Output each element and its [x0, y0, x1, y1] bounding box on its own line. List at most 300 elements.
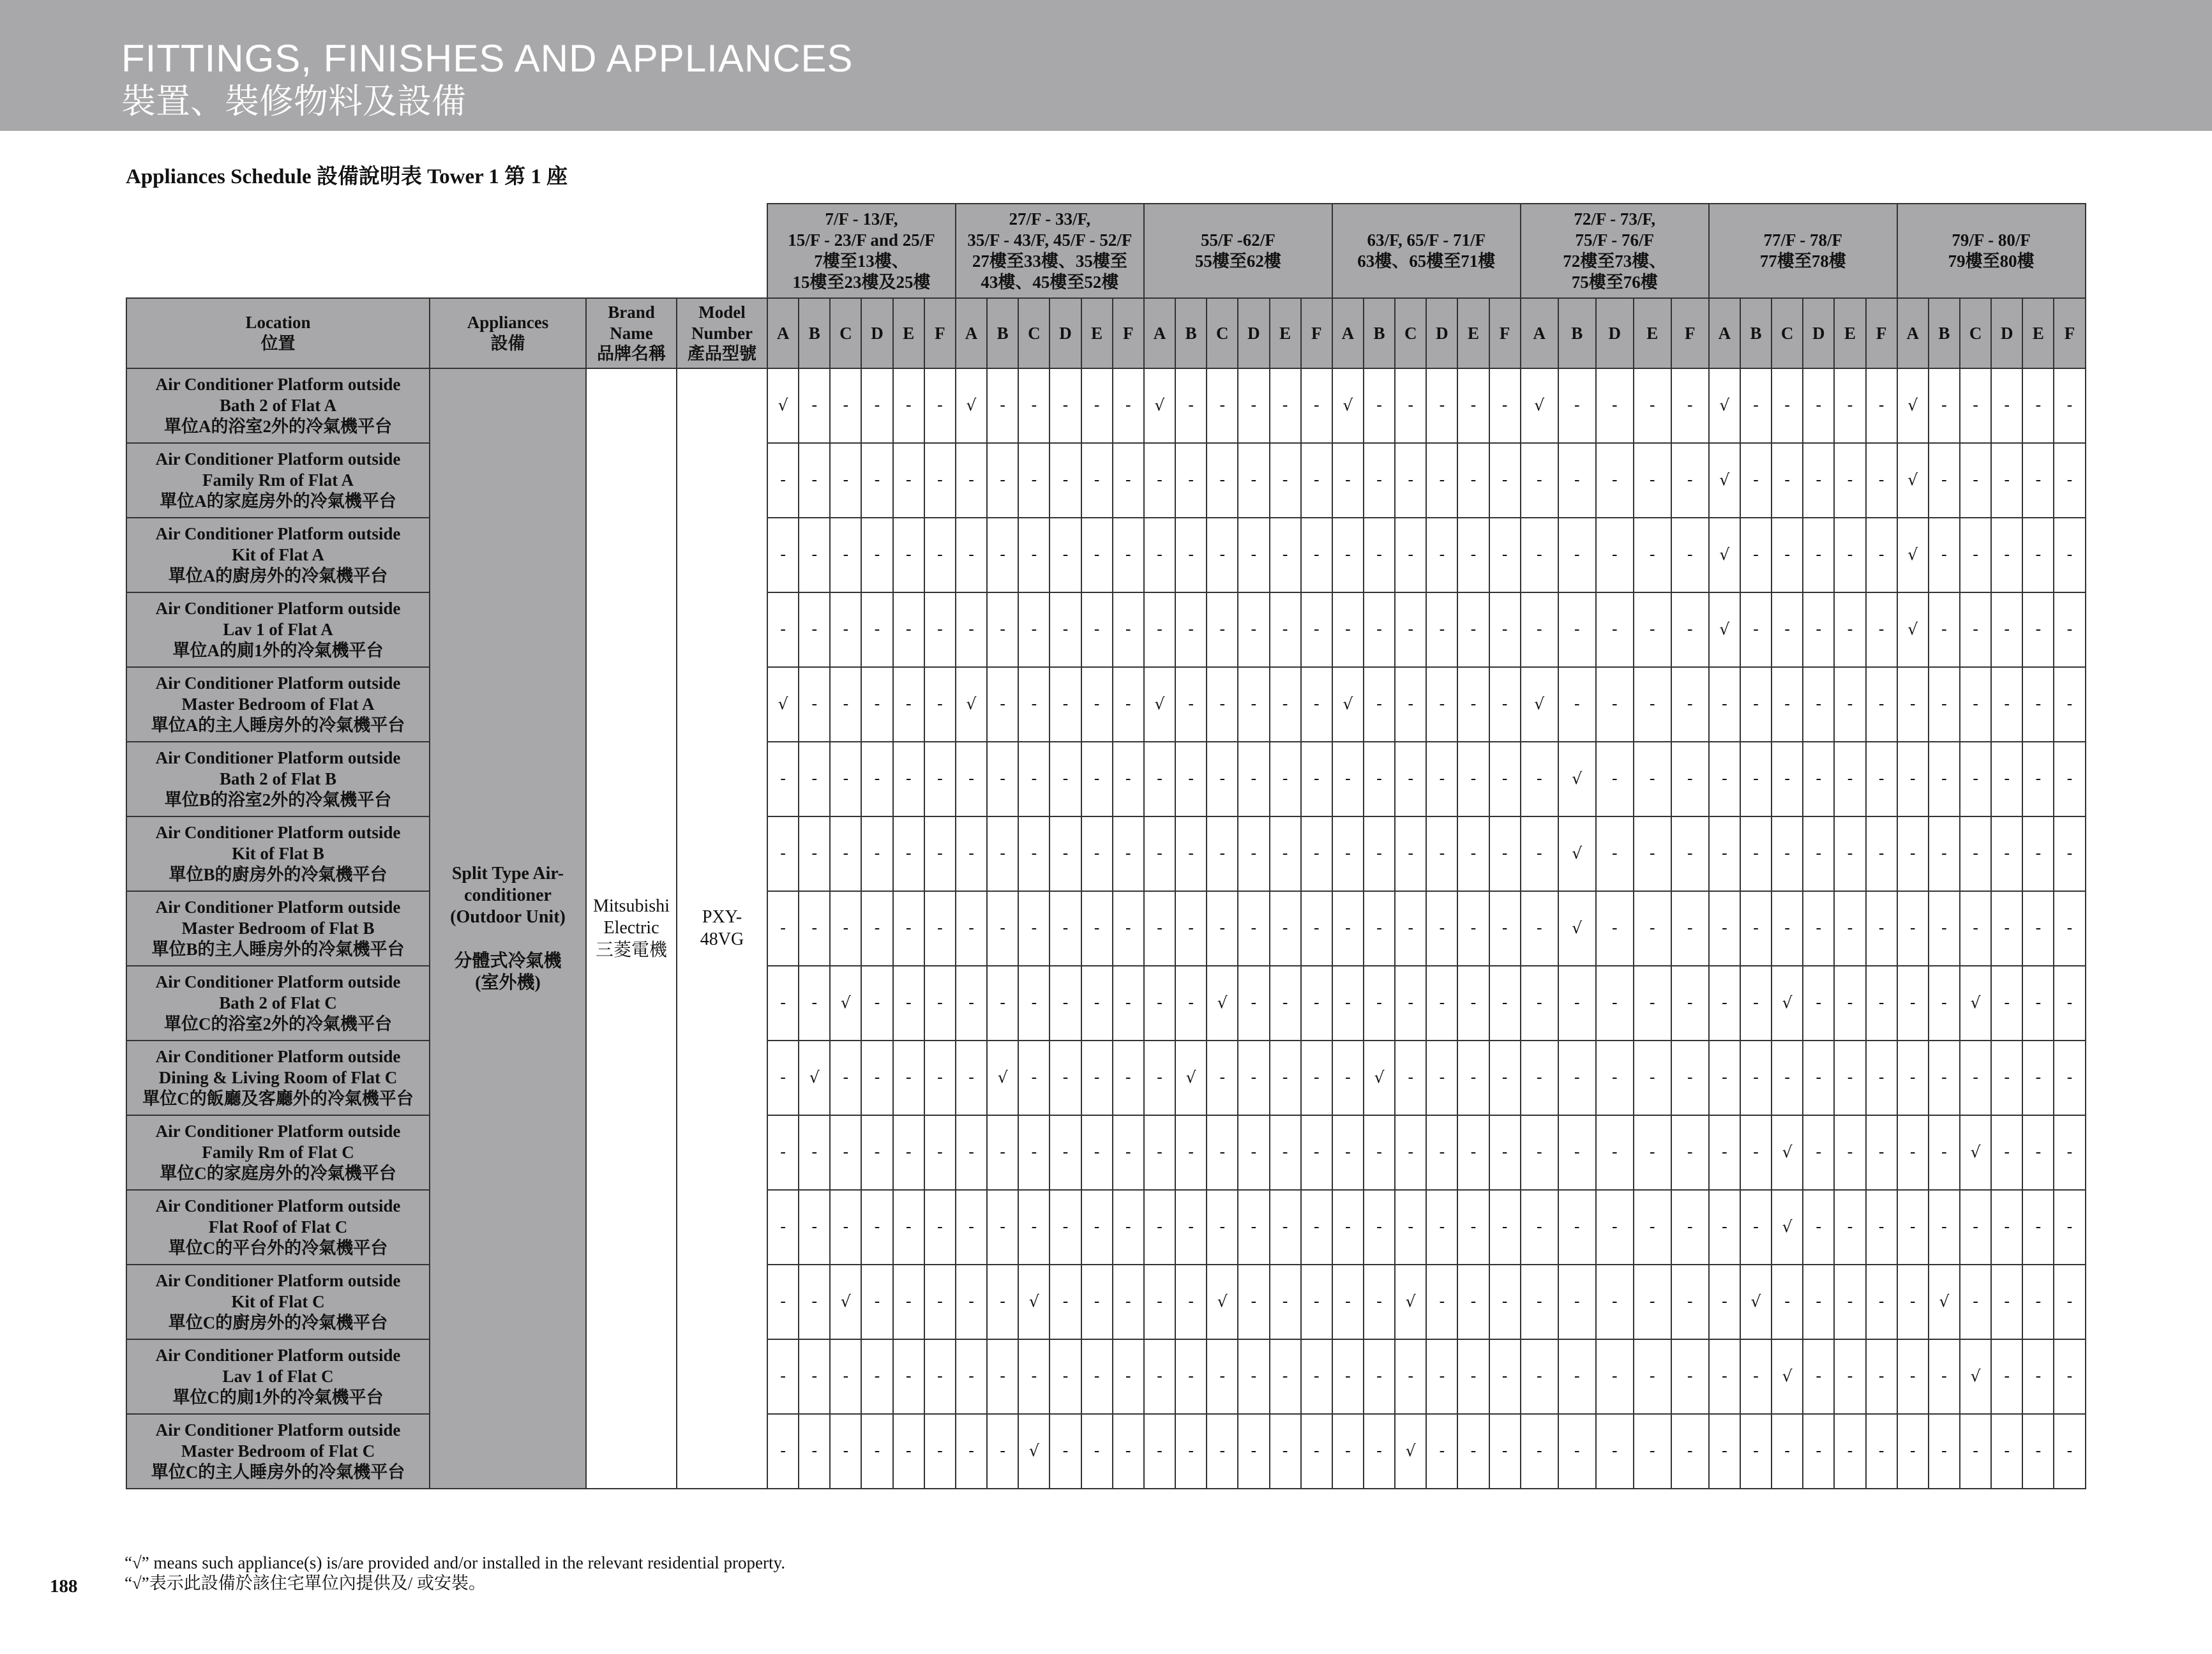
text-line: 7樓至13樓、 — [814, 252, 909, 271]
not-provided-mark: - — [956, 443, 987, 518]
text-line: 43樓、45樓至52樓 — [981, 272, 1119, 292]
text-line: 品牌名稱 — [597, 344, 666, 364]
not-provided-mark: - — [799, 742, 830, 816]
not-provided-mark: - — [1866, 368, 1897, 443]
not-provided-mark: - — [1897, 966, 1929, 1041]
not-provided-mark: - — [1364, 518, 1395, 592]
text-line: 設備 — [490, 334, 525, 353]
not-provided-mark: - — [1772, 816, 1803, 891]
not-provided-mark: - — [1270, 1041, 1301, 1115]
provided-mark: √ — [1521, 368, 1558, 443]
not-provided-mark: - — [767, 1265, 799, 1339]
flat-header: C — [1207, 298, 1238, 368]
not-provided-mark: - — [1558, 443, 1596, 518]
provided-mark: √ — [1207, 966, 1238, 1041]
location-cell — [126, 667, 430, 742]
provided-mark: √ — [1364, 1041, 1395, 1115]
not-provided-mark: - — [1521, 592, 1558, 667]
not-provided-mark: - — [1671, 1339, 1709, 1414]
not-provided-mark: - — [1332, 891, 1364, 966]
not-provided-mark: - — [1395, 667, 1426, 742]
not-provided-mark: - — [1113, 1190, 1144, 1265]
flat-header: D — [861, 298, 892, 368]
not-provided-mark: - — [924, 368, 956, 443]
not-provided-mark: - — [1144, 443, 1175, 518]
not-provided-mark: - — [1929, 816, 1960, 891]
not-provided-mark: - — [861, 966, 892, 1041]
not-provided-mark: - — [1866, 667, 1897, 742]
not-provided-mark: - — [1897, 816, 1929, 891]
not-provided-mark: - — [1803, 368, 1834, 443]
text-line: Master Bedroom of Flat C — [181, 1441, 375, 1461]
not-provided-mark: - — [1991, 592, 2022, 667]
not-provided-mark: - — [1866, 891, 1897, 966]
provided-mark: √ — [1772, 1339, 1803, 1414]
not-provided-mark: - — [893, 368, 924, 443]
not-provided-mark: - — [1081, 592, 1113, 667]
provided-mark: √ — [1897, 518, 1929, 592]
not-provided-mark: - — [1238, 1414, 1269, 1489]
not-provided-mark: - — [830, 1041, 861, 1115]
flat-header: D — [1596, 298, 1634, 368]
not-provided-mark: - — [1929, 368, 1960, 443]
text-line: Family Rm of Flat A — [202, 470, 354, 490]
not-provided-mark: - — [893, 966, 924, 1041]
not-provided-mark: - — [1395, 1190, 1426, 1265]
not-provided-mark: - — [1929, 443, 1960, 518]
not-provided-mark: - — [1960, 518, 1991, 592]
not-provided-mark: - — [1489, 1190, 1521, 1265]
text-line: Air Conditioner Platform outside — [155, 599, 401, 619]
not-provided-mark: - — [1018, 816, 1050, 891]
text-line: conditioner — [464, 885, 552, 906]
flat-header: B — [1929, 298, 1960, 368]
text-line: 單位C的家庭房外的冷氣機平台 — [160, 1163, 396, 1183]
not-provided-mark: - — [1960, 667, 1991, 742]
not-provided-mark: - — [2054, 891, 2085, 966]
not-provided-mark: - — [1426, 966, 1457, 1041]
not-provided-mark: - — [1558, 518, 1596, 592]
not-provided-mark: - — [1521, 518, 1558, 592]
not-provided-mark: - — [1740, 742, 1772, 816]
not-provided-mark: - — [1050, 368, 1081, 443]
not-provided-mark: - — [1772, 891, 1803, 966]
provided-mark: √ — [1772, 966, 1803, 1041]
not-provided-mark: - — [987, 518, 1018, 592]
not-provided-mark: - — [1489, 816, 1521, 891]
not-provided-mark: - — [1457, 891, 1489, 966]
not-provided-mark: - — [1050, 1041, 1081, 1115]
not-provided-mark: - — [987, 1265, 1018, 1339]
not-provided-mark: - — [1634, 368, 1671, 443]
provided-mark: √ — [767, 667, 799, 742]
not-provided-mark: - — [987, 1339, 1018, 1414]
location-cell — [126, 742, 430, 816]
not-provided-mark: - — [1671, 592, 1709, 667]
text-line: 單位B的主人睡房外的冷氣機平台 — [151, 939, 405, 959]
not-provided-mark: - — [1270, 1190, 1301, 1265]
not-provided-mark: - — [1301, 742, 1332, 816]
not-provided-mark: - — [924, 1339, 956, 1414]
not-provided-mark: - — [1081, 1190, 1113, 1265]
not-provided-mark: - — [1558, 1041, 1596, 1115]
not-provided-mark: - — [1521, 966, 1558, 1041]
not-provided-mark: - — [1050, 592, 1081, 667]
not-provided-mark: - — [1332, 1190, 1364, 1265]
not-provided-mark: - — [2054, 592, 2085, 667]
not-provided-mark: - — [1596, 368, 1634, 443]
not-provided-mark: - — [2054, 1115, 2085, 1190]
not-provided-mark: - — [1596, 592, 1634, 667]
text-line: Air Conditioner Platform outside — [155, 375, 401, 395]
not-provided-mark: - — [1457, 443, 1489, 518]
flat-header: A — [1897, 298, 1929, 368]
not-provided-mark: - — [1457, 592, 1489, 667]
table-row — [126, 1041, 2086, 1115]
not-provided-mark: - — [987, 816, 1018, 891]
not-provided-mark: - — [861, 1265, 892, 1339]
not-provided-mark: - — [1238, 966, 1269, 1041]
not-provided-mark: - — [861, 1339, 892, 1414]
not-provided-mark: - — [1050, 1414, 1081, 1489]
not-provided-mark: - — [1113, 592, 1144, 667]
not-provided-mark: - — [1426, 518, 1457, 592]
not-provided-mark: - — [1489, 1339, 1521, 1414]
brand-header — [586, 298, 677, 368]
location-cell — [126, 443, 430, 518]
flat-header: B — [1364, 298, 1395, 368]
not-provided-mark: - — [1457, 742, 1489, 816]
not-provided-mark: - — [1521, 891, 1558, 966]
table-row — [126, 1265, 2086, 1339]
not-provided-mark: - — [1301, 667, 1332, 742]
not-provided-mark: - — [956, 1339, 987, 1414]
flat-header: C — [1960, 298, 1991, 368]
provided-mark: √ — [830, 1265, 861, 1339]
provided-mark: √ — [1395, 1414, 1426, 1489]
not-provided-mark: - — [1991, 1190, 2022, 1265]
not-provided-mark: - — [1803, 518, 1834, 592]
not-provided-mark: - — [1050, 1115, 1081, 1190]
flat-header: E — [893, 298, 924, 368]
not-provided-mark: - — [1834, 667, 1865, 742]
not-provided-mark: - — [1596, 1041, 1634, 1115]
text-line: Bath 2 of Flat C — [219, 993, 337, 1013]
flat-header: E — [2022, 298, 2054, 368]
not-provided-mark: - — [1521, 1041, 1558, 1115]
not-provided-mark: - — [1772, 518, 1803, 592]
flat-header: A — [1521, 298, 1558, 368]
not-provided-mark: - — [799, 518, 830, 592]
not-provided-mark: - — [861, 368, 892, 443]
not-provided-mark: - — [767, 443, 799, 518]
model-cell — [677, 368, 767, 1489]
not-provided-mark: - — [1364, 1115, 1395, 1190]
not-provided-mark: - — [1772, 667, 1803, 742]
not-provided-mark: - — [1332, 1339, 1364, 1414]
not-provided-mark: - — [1113, 368, 1144, 443]
not-provided-mark: - — [2022, 1041, 2054, 1115]
not-provided-mark: - — [924, 667, 956, 742]
not-provided-mark: - — [1113, 742, 1144, 816]
not-provided-mark: - — [987, 1115, 1018, 1190]
not-provided-mark: - — [1426, 592, 1457, 667]
not-provided-mark: - — [1426, 667, 1457, 742]
not-provided-mark: - — [1270, 966, 1301, 1041]
provided-mark: √ — [1395, 1265, 1426, 1339]
not-provided-mark: - — [1489, 1414, 1521, 1489]
flat-header: F — [1113, 298, 1144, 368]
not-provided-mark: - — [1175, 1339, 1207, 1414]
not-provided-mark: - — [1364, 1414, 1395, 1489]
not-provided-mark: - — [1207, 592, 1238, 667]
text-line: Air Conditioner Platform outside — [155, 1047, 401, 1067]
not-provided-mark: - — [1929, 592, 1960, 667]
not-provided-mark: - — [1081, 1115, 1113, 1190]
not-provided-mark: - — [1489, 742, 1521, 816]
not-provided-mark: - — [1740, 966, 1772, 1041]
provided-mark: √ — [1521, 667, 1558, 742]
not-provided-mark: - — [1113, 816, 1144, 891]
text-line: 55樓至62樓 — [1194, 252, 1281, 271]
not-provided-mark: - — [1772, 1414, 1803, 1489]
location-cell — [126, 1041, 430, 1115]
not-provided-mark: - — [1113, 1414, 1144, 1489]
not-provided-mark: - — [956, 518, 987, 592]
not-provided-mark: - — [893, 1265, 924, 1339]
not-provided-mark: - — [1395, 443, 1426, 518]
text-line: Master Bedroom of Flat B — [181, 919, 375, 938]
not-provided-mark: - — [1395, 1339, 1426, 1414]
text-line: 單位C的飯廳及客廳外的冷氣機平台 — [142, 1088, 414, 1108]
not-provided-mark: - — [1740, 1041, 1772, 1115]
not-provided-mark: - — [1929, 518, 1960, 592]
not-provided-mark: - — [799, 891, 830, 966]
not-provided-mark: - — [1395, 966, 1426, 1041]
table-row — [126, 1115, 2086, 1190]
text-line: 79/F - 80/F — [1952, 230, 2031, 250]
not-provided-mark: - — [830, 443, 861, 518]
not-provided-mark: - — [1929, 742, 1960, 816]
not-provided-mark: - — [2054, 1041, 2085, 1115]
not-provided-mark: - — [987, 1190, 1018, 1265]
not-provided-mark: - — [1175, 667, 1207, 742]
table-row — [126, 592, 2086, 667]
not-provided-mark: - — [1050, 667, 1081, 742]
not-provided-mark: - — [1301, 816, 1332, 891]
not-provided-mark: - — [1270, 443, 1301, 518]
not-provided-mark: - — [1596, 1339, 1634, 1414]
text-line: 分體式冷氣機 — [454, 951, 562, 971]
not-provided-mark: - — [2022, 1414, 2054, 1489]
not-provided-mark: - — [1740, 816, 1772, 891]
provided-mark: √ — [1207, 1265, 1238, 1339]
not-provided-mark: - — [1489, 1265, 1521, 1339]
not-provided-mark: - — [1301, 443, 1332, 518]
not-provided-mark: - — [1671, 891, 1709, 966]
not-provided-mark: - — [1834, 1414, 1865, 1489]
not-provided-mark: - — [893, 443, 924, 518]
not-provided-mark: - — [1113, 1339, 1144, 1414]
not-provided-mark: - — [1772, 443, 1803, 518]
not-provided-mark: - — [1897, 1339, 1929, 1414]
not-provided-mark: - — [1270, 1265, 1301, 1339]
not-provided-mark: - — [1596, 816, 1634, 891]
not-provided-mark: - — [1332, 816, 1364, 891]
not-provided-mark: - — [1238, 1041, 1269, 1115]
not-provided-mark: - — [1018, 742, 1050, 816]
location-cell — [126, 518, 430, 592]
not-provided-mark: - — [956, 1265, 987, 1339]
not-provided-mark: - — [1207, 742, 1238, 816]
not-provided-mark: - — [1709, 1414, 1740, 1489]
not-provided-mark: - — [1270, 368, 1301, 443]
not-provided-mark: - — [1803, 592, 1834, 667]
not-provided-mark: - — [1834, 1265, 1865, 1339]
not-provided-mark: - — [1207, 1041, 1238, 1115]
text-line: 單位C的廚房外的冷氣機平台 — [168, 1312, 388, 1332]
not-provided-mark: - — [1709, 891, 1740, 966]
not-provided-mark: - — [767, 592, 799, 667]
text-line: 單位A的主人睡房外的冷氣機平台 — [151, 715, 405, 735]
appliance-cell — [430, 368, 586, 1489]
not-provided-mark: - — [767, 816, 799, 891]
not-provided-mark: - — [1634, 1414, 1671, 1489]
provided-mark: √ — [1332, 667, 1364, 742]
not-provided-mark: - — [956, 1041, 987, 1115]
text-line: 63/F, 65/F - 71/F — [1367, 230, 1486, 250]
not-provided-mark: - — [1671, 816, 1709, 891]
not-provided-mark: - — [1113, 1041, 1144, 1115]
not-provided-mark: - — [1332, 1414, 1364, 1489]
text-line: PXY- — [702, 907, 742, 928]
not-provided-mark: - — [767, 518, 799, 592]
not-provided-mark: - — [1081, 368, 1113, 443]
not-provided-mark: - — [1634, 1265, 1671, 1339]
not-provided-mark: - — [1175, 368, 1207, 443]
page-title-en: FITTINGS, FINISHES AND APPLIANCES — [121, 37, 854, 80]
not-provided-mark: - — [893, 1339, 924, 1414]
not-provided-mark: - — [2054, 966, 2085, 1041]
text-line: Flat Roof of Flat C — [208, 1217, 348, 1237]
not-provided-mark: - — [1207, 1414, 1238, 1489]
not-provided-mark: - — [1803, 1265, 1834, 1339]
text-line: 35/F - 43/F, 45/F - 52/F — [967, 230, 1132, 250]
not-provided-mark: - — [1866, 1041, 1897, 1115]
not-provided-mark: - — [1207, 443, 1238, 518]
not-provided-mark: - — [2054, 518, 2085, 592]
not-provided-mark: - — [1332, 1115, 1364, 1190]
not-provided-mark: - — [1634, 891, 1671, 966]
not-provided-mark: - — [2022, 1190, 2054, 1265]
not-provided-mark: - — [987, 667, 1018, 742]
not-provided-mark: - — [1558, 1265, 1596, 1339]
not-provided-mark: - — [1207, 816, 1238, 891]
not-provided-mark: - — [1332, 1265, 1364, 1339]
provided-mark: √ — [987, 1041, 1018, 1115]
not-provided-mark: - — [1960, 592, 1991, 667]
not-provided-mark: - — [956, 742, 987, 816]
not-provided-mark: - — [1489, 1115, 1521, 1190]
not-provided-mark: - — [1991, 1414, 2022, 1489]
not-provided-mark: - — [1050, 1190, 1081, 1265]
not-provided-mark: - — [1596, 443, 1634, 518]
text-line: 63樓、65樓至71樓 — [1357, 252, 1496, 271]
table-row — [126, 1414, 2086, 1489]
flat-header: A — [1144, 298, 1175, 368]
not-provided-mark: - — [2022, 592, 2054, 667]
not-provided-mark: - — [1740, 1339, 1772, 1414]
table-row — [126, 742, 2086, 816]
not-provided-mark: - — [924, 891, 956, 966]
flat-header: C — [1395, 298, 1426, 368]
not-provided-mark: - — [1596, 742, 1634, 816]
not-provided-mark: - — [1740, 592, 1772, 667]
not-provided-mark: - — [1144, 518, 1175, 592]
provided-mark: √ — [1709, 368, 1740, 443]
not-provided-mark: - — [1426, 1115, 1457, 1190]
text-line: 產品型號 — [688, 344, 756, 364]
text-line: Family Rm of Flat C — [202, 1143, 354, 1162]
text-line: Master Bedroom of Flat A — [181, 695, 375, 714]
not-provided-mark: - — [1671, 1041, 1709, 1115]
text-line — [430, 929, 585, 951]
not-provided-mark: - — [1113, 667, 1144, 742]
not-provided-mark: - — [799, 1265, 830, 1339]
floor-group-header — [956, 204, 1144, 298]
not-provided-mark: - — [1332, 443, 1364, 518]
not-provided-mark: - — [1671, 667, 1709, 742]
not-provided-mark: - — [1426, 816, 1457, 891]
not-provided-mark: - — [1596, 1115, 1634, 1190]
not-provided-mark: - — [1991, 891, 2022, 966]
not-provided-mark: - — [924, 1041, 956, 1115]
not-provided-mark: - — [1175, 443, 1207, 518]
not-provided-mark: - — [1144, 592, 1175, 667]
text-line: 27/F - 33/F, — [1009, 209, 1091, 229]
not-provided-mark: - — [1364, 368, 1395, 443]
not-provided-mark: - — [1238, 592, 1269, 667]
not-provided-mark: - — [1489, 368, 1521, 443]
not-provided-mark: - — [1929, 1115, 1960, 1190]
flat-header: B — [799, 298, 830, 368]
not-provided-mark: - — [1238, 1265, 1269, 1339]
not-provided-mark: - — [1457, 667, 1489, 742]
text-line: 79樓至80樓 — [1948, 252, 2035, 271]
not-provided-mark: - — [1740, 1190, 1772, 1265]
flat-header: D — [1991, 298, 2022, 368]
not-provided-mark: - — [861, 891, 892, 966]
not-provided-mark: - — [1558, 966, 1596, 1041]
not-provided-mark: - — [893, 667, 924, 742]
not-provided-mark: - — [1457, 1190, 1489, 1265]
flat-header: B — [1740, 298, 1772, 368]
not-provided-mark: - — [2022, 1265, 2054, 1339]
not-provided-mark: - — [1929, 966, 1960, 1041]
not-provided-mark: - — [830, 368, 861, 443]
location-cell — [126, 1414, 430, 1489]
not-provided-mark: - — [1521, 742, 1558, 816]
not-provided-mark: - — [1558, 368, 1596, 443]
not-provided-mark: - — [1364, 891, 1395, 966]
not-provided-mark: - — [1834, 816, 1865, 891]
model-header — [677, 298, 767, 368]
provided-mark: √ — [799, 1041, 830, 1115]
not-provided-mark: - — [1709, 1115, 1740, 1190]
not-provided-mark: - — [1521, 1339, 1558, 1414]
not-provided-mark: - — [1050, 518, 1081, 592]
not-provided-mark: - — [1332, 518, 1364, 592]
